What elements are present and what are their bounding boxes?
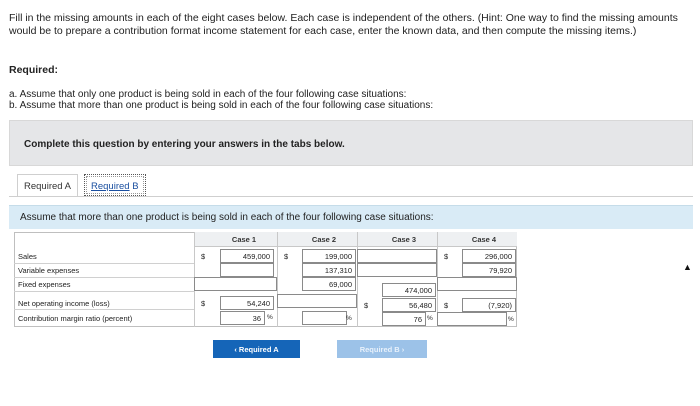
required-heading: Required:: [9, 64, 59, 76]
complete-question-panel: [9, 120, 693, 166]
row-divider: [14, 263, 194, 264]
requirement-a: a. Assume that only one product is being sold in each of the four following case situations:: [9, 89, 407, 100]
case2-variable-input[interactable]: 137,310: [302, 263, 356, 277]
case4-sales-input[interactable]: 296,000: [462, 249, 516, 263]
tab-required-a[interactable]: Required A: [17, 174, 78, 196]
percent-symbol: %: [267, 314, 273, 321]
case1-fixed-input[interactable]: [194, 277, 277, 291]
case1-variable-input[interactable]: [220, 263, 274, 277]
case2-noi-input[interactable]: [277, 294, 357, 308]
previous-button-label: Required A: [238, 345, 279, 354]
row-divider: [14, 309, 194, 310]
case4-noi-input[interactable]: (7,920): [462, 298, 516, 312]
assumption-text: Assume that more than one product is being sold in each of the four following case situations:: [20, 212, 434, 223]
chevron-right-icon: ›: [399, 345, 405, 354]
case3-cm-input[interactable]: 76: [382, 312, 426, 326]
case2-fixed-input[interactable]: 69,000: [302, 277, 356, 291]
tab-required-b-suffix: B: [129, 181, 139, 192]
header-case-3: Case 3: [391, 235, 417, 244]
header-case-1: Case 1: [231, 235, 257, 244]
case3-fixed-input[interactable]: 474,000: [382, 283, 436, 297]
column-divider: [277, 232, 278, 327]
currency-symbol: $: [201, 299, 206, 308]
case1-noi-input[interactable]: 54,240: [220, 296, 274, 310]
case1-cm-input[interactable]: 36: [220, 311, 265, 325]
row-label-fixed-expenses: Fixed expenses: [18, 280, 71, 289]
case4-fixed-input[interactable]: [437, 277, 517, 291]
row-label-sales: Sales: [18, 252, 37, 261]
header-case-2: Case 2: [311, 235, 337, 244]
row-divider: [14, 291, 194, 292]
percent-symbol: %: [346, 315, 352, 322]
row-divider: [14, 277, 194, 278]
case2-cm-input[interactable]: [302, 311, 347, 325]
currency-symbol: $: [364, 301, 369, 310]
next-button-label: Required B: [359, 345, 400, 354]
instructions-text: Fill in the missing amounts in each of the eight cases below. Each case is independent of the others. (Hint: One way to find the missing amounts would be to prepare a contribution format income statement for each case, enter the known data, and then compute the missing items.): [9, 12, 678, 37]
currency-symbol: $: [444, 301, 449, 310]
header-case-4: Case 4: [471, 235, 497, 244]
case1-sales-input[interactable]: 459,000: [220, 249, 274, 263]
currency-symbol: $: [444, 252, 449, 261]
column-divider: [357, 232, 358, 327]
tab-required-b-label: Required: [91, 181, 130, 192]
cases-table: [14, 232, 517, 327]
case3-noi-input[interactable]: 56,480: [382, 298, 436, 312]
tab-divider: [9, 196, 693, 197]
requirement-b: b. Assume that more than one product is being sold in each of the four following case situations:: [9, 100, 434, 111]
percent-symbol: %: [508, 316, 514, 323]
chevron-left-icon: ‹: [234, 345, 239, 354]
case4-cm-input[interactable]: [437, 312, 507, 326]
case4-variable-input[interactable]: 79,920: [462, 263, 516, 277]
next-button[interactable]: [337, 340, 427, 358]
assumption-banner: [9, 205, 693, 229]
row-label-variable-expenses: Variable expenses: [18, 266, 80, 275]
currency-symbol: $: [201, 252, 206, 261]
row-label-cm-ratio: Contribution margin ratio (percent): [18, 314, 133, 323]
mouse-cursor-icon: ▲: [683, 262, 692, 272]
row-label-net-operating-income: Net operating income (loss): [18, 299, 110, 308]
case3-sales-input[interactable]: [357, 249, 437, 263]
complete-question-text: Complete this question by entering your answers in the tabs below.: [24, 139, 345, 150]
case2-sales-input[interactable]: 199,000: [302, 249, 356, 263]
case3-variable-input[interactable]: [357, 263, 437, 277]
previous-button[interactable]: [213, 340, 300, 358]
tab-required-b[interactable]: [84, 174, 146, 196]
currency-symbol: $: [284, 252, 289, 261]
percent-symbol: %: [427, 315, 433, 322]
